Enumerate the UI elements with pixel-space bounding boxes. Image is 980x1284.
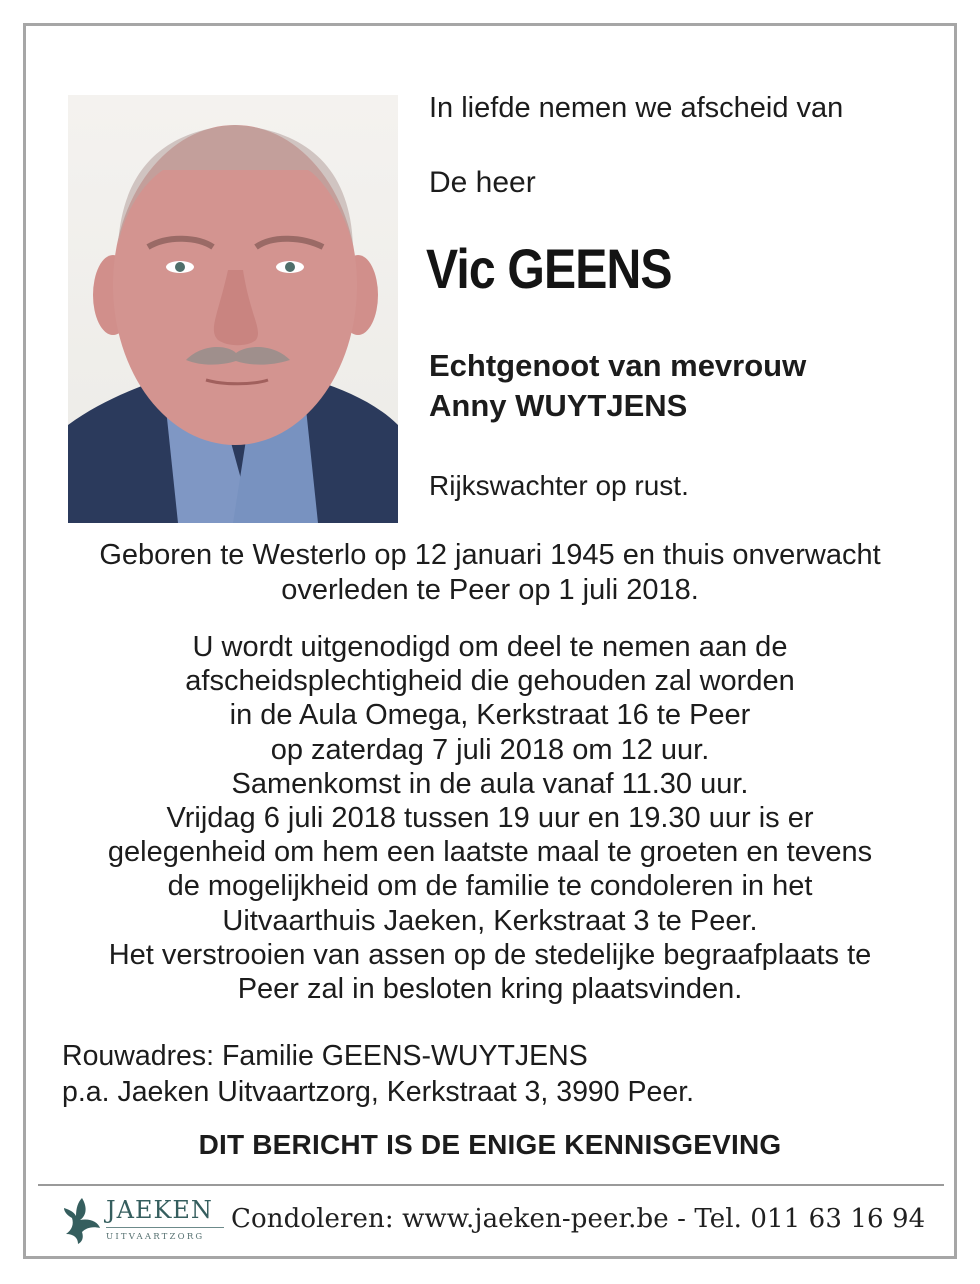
intro-text: In liefde nemen we afscheid van xyxy=(429,92,844,124)
text-line: p.a. Jaeken Uitvaartzorg, Kerkstraat 3, 3990 Peer. xyxy=(62,1076,695,1108)
text-line: op zaterdag 7 juli 2018 om 12 uur. xyxy=(270,733,710,766)
dove-icon xyxy=(62,1194,102,1246)
text-line: Rouwadres: Familie GEENS-WUYTJENS xyxy=(62,1040,588,1072)
text-line: overleden te Peer op 1 juli 2018. xyxy=(281,574,699,606)
logo-name: JAEKEN xyxy=(106,1196,213,1224)
jaeken-logo xyxy=(62,1194,232,1250)
text-line: de mogelijkheid om de familie te condoleren in het xyxy=(167,870,813,903)
logo-rule xyxy=(106,1227,224,1228)
text-line: Samenkomst in de aula vanaf 11.30 uur. xyxy=(231,767,749,800)
portrait-photo xyxy=(68,95,398,523)
obituary-card xyxy=(23,23,957,1259)
text-line: Het verstrooien van assen op de stedelijke begraafplaats te xyxy=(108,938,872,971)
occupation: Rijkswachter op rust. xyxy=(429,470,689,501)
spouse-block xyxy=(429,346,806,426)
text-line: Vrijdag 6 juli 2018 tussen 19 uur en 19.30 uur is er xyxy=(166,802,814,835)
text-line: gelegenheid om hem een laatste maal te groeten en tevens xyxy=(107,836,873,869)
logo-subtitle: UITVAARTZORG xyxy=(106,1232,205,1242)
condolence-contact: Condoleren: www.jaeken-peer.be - Tel. 011 63 16 94 xyxy=(231,1204,926,1234)
text-line: in de Aula Omega, Kerkstraat 16 te Peer xyxy=(229,699,751,732)
deceased-name: Vic GEENS xyxy=(426,237,672,300)
text-line: Peer zal in besloten kring plaatsvinden. xyxy=(237,973,743,1006)
text-line: Uitvaarthuis Jaeken, Kerkstraat 3 te Peer. xyxy=(222,904,758,937)
ceremony-text xyxy=(26,630,954,1006)
mourning-address xyxy=(62,1038,694,1110)
birth-death-text xyxy=(26,538,954,608)
title-prefix: De heer xyxy=(429,166,536,199)
footer-divider xyxy=(38,1184,944,1186)
text-line: afscheidsplechtigheid die gehouden zal worden xyxy=(185,665,795,698)
spouse-line-1: Echtgenoot van mevrouw xyxy=(429,348,807,383)
spouse-line-2: Anny WUYTJENS xyxy=(429,388,688,423)
text-line: U wordt uitgenodigd om deel te nemen aan de xyxy=(192,631,788,663)
text-line: Geboren te Westerlo op 12 januari 1945 en thuis onverwacht xyxy=(99,539,881,571)
only-notice-text: DIT BERICHT IS DE ENIGE KENNISGEVING xyxy=(198,1129,782,1160)
